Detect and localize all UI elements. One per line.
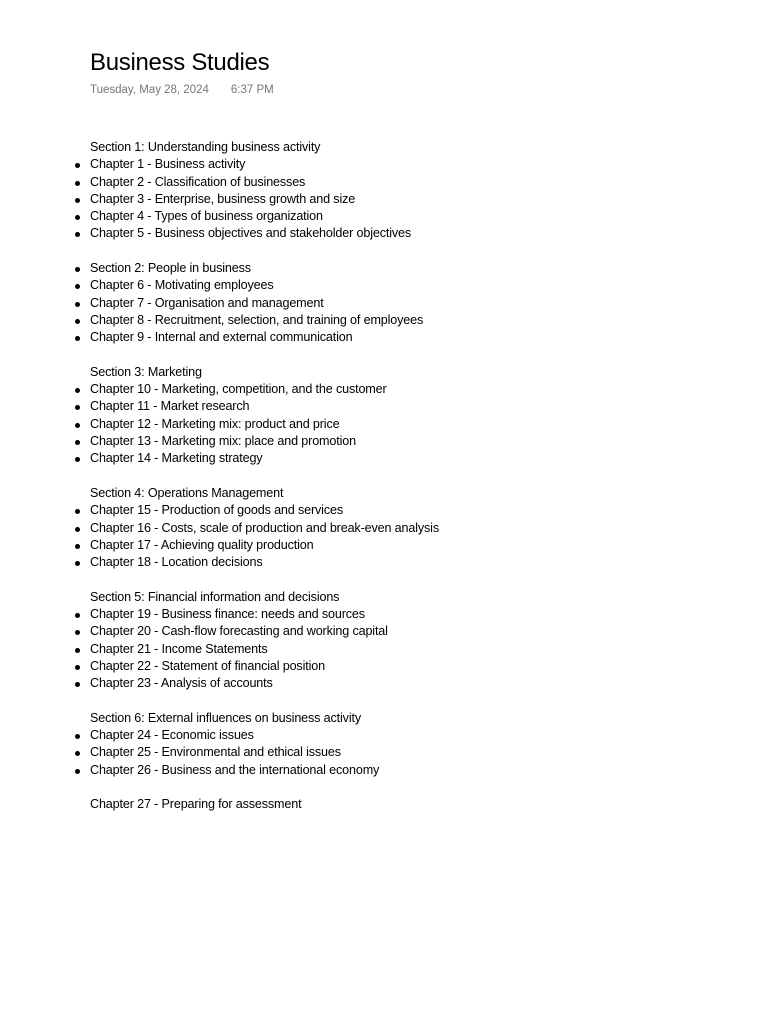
chapter-list-item: Chapter 17 - Achieving quality production xyxy=(90,537,730,554)
section-heading: Section 4: Operations Management xyxy=(90,485,284,500)
note-date: Tuesday, May 28, 2024 xyxy=(90,84,209,96)
section-heading: Section 3: Marketing xyxy=(90,364,202,379)
chapter-list-item: Chapter 8 - Recruitment, selection, and training of employees xyxy=(90,312,730,329)
chapter-list-item: Chapter 1 - Business activity xyxy=(90,156,730,173)
blank-line xyxy=(90,571,730,588)
chapter-list-item: Chapter 23 - Analysis of accounts xyxy=(90,675,730,692)
chapter-list-item: Chapter 18 - Location decisions xyxy=(90,554,730,571)
chapter-list-item: Chapter 16 - Costs, scale of production and break-even analysis xyxy=(90,520,730,537)
chapter-list-item: Chapter 19 - Business finance: needs and sources xyxy=(90,606,730,623)
chapter-list-item: Chapter 14 - Marketing strategy xyxy=(90,450,730,467)
chapter-list-item: Chapter 12 - Marketing mix: product and price xyxy=(90,416,730,433)
chapter-list-item: Chapter 22 - Statement of financial position xyxy=(90,658,730,675)
chapter-list-item: Chapter 3 - Enterprise, business growth and size xyxy=(90,191,730,208)
chapter-list-item: Chapter 24 - Economic issues xyxy=(90,727,730,744)
section-heading: Section 1: Understanding business activity xyxy=(90,140,321,154)
blank-line xyxy=(90,779,730,796)
section-heading: Section 2: People in business xyxy=(90,260,730,277)
chapter-list-item: Chapter 7 - Organisation and management xyxy=(90,295,730,312)
chapter-list-item: Chapter 5 - Business objectives and stakeholder objectives xyxy=(90,225,730,242)
chapter-list-item: Chapter 21 - Income Statements xyxy=(90,641,730,658)
page-title[interactable]: Business Studies xyxy=(90,49,270,76)
note-time: 6:37 PM xyxy=(230,84,274,96)
blank-line xyxy=(90,468,730,485)
chapter-list-item: Chapter 20 - Cash-flow forecasting and working capital xyxy=(90,623,730,640)
chapter-list-item: Chapter 26 - Business and the international economy xyxy=(90,762,730,779)
note-body[interactable] xyxy=(90,139,730,814)
chapter-list-item: Chapter 15 - Production of goods and services xyxy=(90,502,730,519)
section-heading: Section 5: Financial information and decisions xyxy=(90,589,340,604)
chapter-list-item: Chapter 9 - Internal and external communication xyxy=(90,329,730,346)
chapter-list-item: Chapter 6 - Motivating employees xyxy=(90,277,730,294)
chapter-list-item: Chapter 13 - Marketing mix: place and promotion xyxy=(90,433,730,450)
chapter-list-item: Chapter 11 - Market research xyxy=(90,398,730,415)
text-line: Chapter 27 - Preparing for assessment xyxy=(90,797,302,812)
chapter-list-item: Chapter 4 - Types of business organization xyxy=(90,208,730,225)
note-timestamp xyxy=(90,82,274,98)
chapter-list-item: Chapter 2 - Classification of businesses xyxy=(90,174,730,191)
blank-line xyxy=(90,347,730,364)
blank-line xyxy=(90,693,730,710)
chapter-list-item: Chapter 10 - Marketing, competition, and the customer xyxy=(90,381,730,398)
blank-line xyxy=(90,243,730,260)
section-heading: Section 6: External influences on business activity xyxy=(90,710,361,725)
chapter-list-item: Chapter 25 - Environmental and ethical issues xyxy=(90,744,730,761)
